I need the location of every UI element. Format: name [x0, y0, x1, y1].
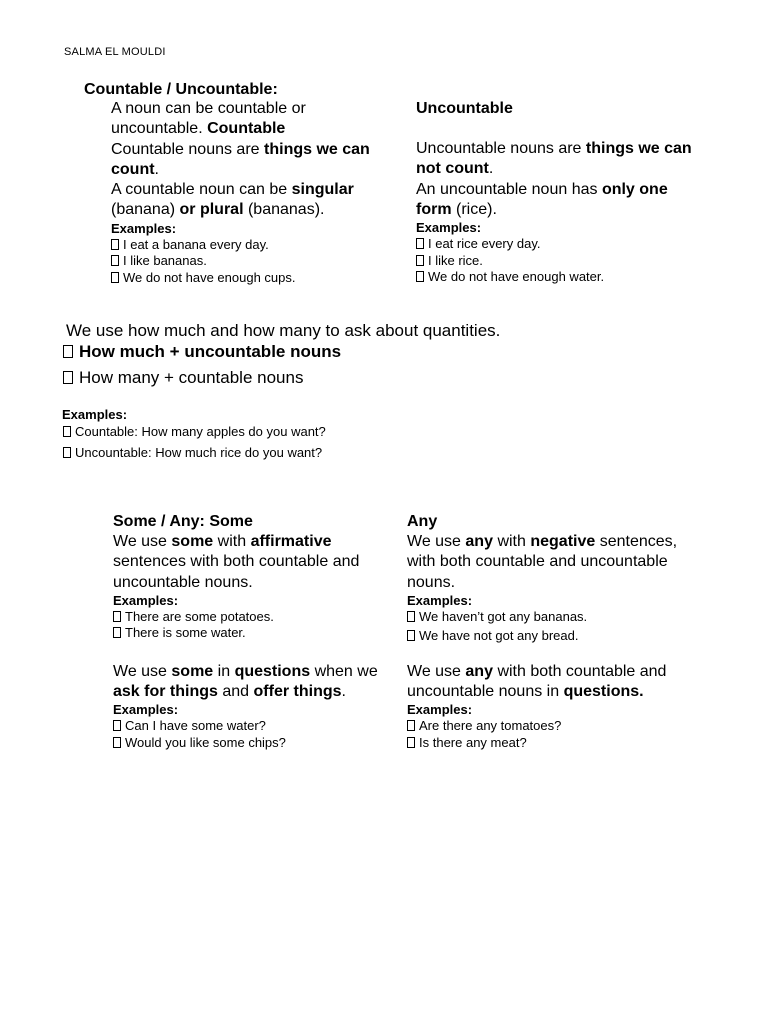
uncountable-forms: An uncountable noun has only one form (rice). — [416, 180, 668, 218]
checkbox-icon — [113, 737, 121, 748]
countable-label: Countable — [207, 120, 286, 138]
checkbox-icon — [407, 611, 415, 622]
checkbox-icon — [416, 271, 424, 282]
checkbox-icon — [407, 737, 415, 748]
checkbox-icon — [407, 630, 415, 641]
list-item: I eat rice every day. — [416, 236, 706, 253]
list-item: We haven’t got any bananas. — [407, 609, 692, 626]
checkbox-icon — [416, 238, 424, 249]
list-item: We have not got any bread. — [407, 628, 692, 645]
uncountable-definition: Uncountable nouns are things we can not count. — [416, 140, 692, 178]
any-negative-rule: We use any with negative sentences, with both countable and uncountable nouns. — [407, 533, 678, 591]
checkbox-icon — [407, 720, 415, 731]
uncountable-label: Uncountable — [416, 100, 513, 117]
list-item: Would you like some chips? — [113, 735, 395, 752]
list-item: I like bananas. — [111, 253, 401, 270]
countable-forms: A countable noun can be singular (banana) or plural (bananas). — [111, 181, 354, 219]
countable-definition: Countable nouns are things we can count. — [111, 140, 370, 178]
checkbox-icon — [113, 611, 121, 622]
any-examples-label: Examples: — [407, 592, 473, 608]
some-column — [113, 512, 395, 751]
quantities-examples-label: Examples: — [62, 407, 128, 422]
quantities-intro: We use how much and how many to ask about quantities. — [66, 321, 501, 340]
list-item: Countable: How many apples do you want? — [63, 424, 326, 441]
checkbox-icon — [63, 426, 71, 437]
any-questions-rule: We use any with both countable and uncountable nouns in questions. — [407, 662, 667, 701]
section-title-countable-uncountable: Countable / Uncountable: — [84, 81, 278, 98]
list-item: Can I have some water? — [113, 718, 395, 735]
rule-how-many: How many + countable nouns — [63, 367, 303, 388]
any-questions-examples-label: Examples: — [407, 702, 473, 718]
list-item: We do not have enough water. — [416, 269, 706, 286]
list-item: Uncountable: How much rice do you want? — [63, 445, 322, 462]
countable-examples-label: Examples: — [111, 220, 177, 236]
list-item: There is some water. — [113, 625, 395, 642]
some-questions-examples-label: Examples: — [113, 702, 179, 718]
checkbox-icon — [63, 447, 71, 458]
some-examples-label: Examples: — [113, 592, 179, 608]
some-title: Some / Any: Some — [113, 513, 253, 530]
list-item: I eat a banana every day. — [111, 237, 401, 254]
some-affirmative-rule: We use some with affirmative sentences with both countable and uncountable nouns. — [113, 533, 360, 591]
checkbox-icon — [113, 627, 121, 638]
author-name: SALMA EL MOULDI — [64, 46, 166, 58]
list-item: I like rice. — [416, 253, 706, 270]
checkbox-icon — [111, 239, 119, 250]
countable-intro: A noun can be countable or uncountable. Countable — [111, 100, 306, 138]
checkbox-icon — [113, 720, 121, 731]
checkbox-icon — [63, 345, 73, 358]
some-questions-rule: We use some in questions when we ask for things and offer things. — [113, 662, 378, 701]
checkbox-icon — [111, 272, 119, 283]
any-column — [407, 512, 692, 751]
checkbox-icon — [111, 255, 119, 266]
list-item: There are some potatoes. — [113, 609, 395, 626]
list-item: Are there any tomatoes? — [407, 718, 692, 735]
countable-column — [111, 99, 401, 286]
uncountable-examples-label: Examples: — [416, 220, 482, 236]
uncountable-column — [416, 99, 706, 286]
list-item: We do not have enough cups. — [111, 270, 401, 287]
list-item: Is there any meat? — [407, 735, 692, 752]
checkbox-icon — [416, 255, 424, 266]
rule-how-much: How much + uncountable nouns — [63, 341, 341, 362]
checkbox-icon — [63, 371, 73, 384]
any-title: Any — [407, 513, 438, 530]
